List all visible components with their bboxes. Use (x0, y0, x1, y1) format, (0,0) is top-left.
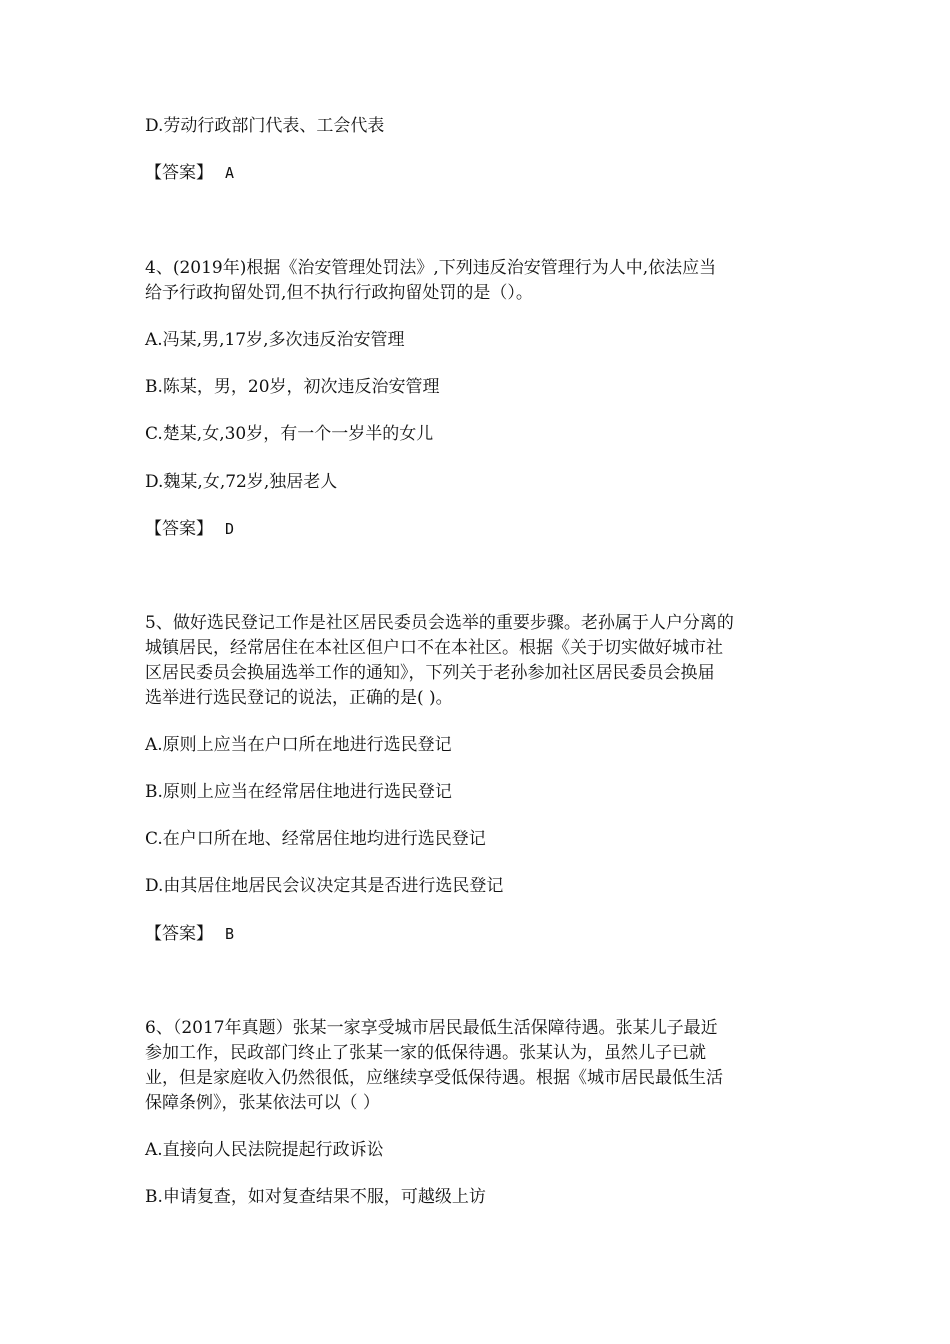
q4-stem-line-1: 4、(2019年)根据《治安管理处罚法》,下列违反治安管理行为人中,依法应当 (145, 258, 717, 278)
q4-option-b: B.陈某，男，20岁，初次违反治安管理 (145, 377, 440, 397)
q3-answer (145, 161, 234, 185)
answer-value: B (225, 925, 235, 943)
answer-label: 【答案】 (145, 163, 213, 183)
q5-stem-line-2: 城镇居民，经常居住在本社区但户口不在本社区。根据《关于切实做好城市社 (145, 638, 723, 658)
q5-option-b: B.原则上应当在经常居住地进行选民登记 (145, 782, 452, 802)
q5-answer (145, 922, 234, 946)
q5-option-a: A.原则上应当在户口所在地进行选民登记 (145, 735, 452, 755)
q5-option-d: D.由其居住地居民会议决定其是否进行选民登记 (145, 876, 504, 896)
q6-option-b: B.申请复查，如对复查结果不服，可越级上访 (145, 1187, 486, 1207)
q4-stem-line-2: 给予行政拘留处罚,但不执行行政拘留处罚的是（）。 (145, 283, 533, 303)
q6-stem-line-1: 6、（2017年真题）张某一家享受城市居民最低生活保障待遇。张某儿子最近 (145, 1018, 718, 1038)
q5-stem-line-1: 5、做好选民登记工作是社区居民委员会选举的重要步骤。老孙属于人户分离的 (145, 613, 734, 633)
q4-option-a: A.冯某,男,17岁,多次违反治安管理 (145, 330, 405, 350)
answer-value: A (225, 164, 235, 182)
q3-option-d: D.劳动行政部门代表、工会代表 (145, 116, 385, 136)
q5-stem-line-4: 选举进行选民登记的说法，正确的是( )。 (145, 688, 453, 708)
q6-option-a: A.直接向人民法院提起行政诉讼 (145, 1140, 384, 1160)
q6-stem-line-3: 业，但是家庭收入仍然很低，应继续享受低保待遇。根据《城市居民最低生活 (145, 1068, 723, 1088)
q6-stem-line-2: 参加工作，民政部门终止了张某一家的低保待遇。张某认为，虽然儿子已就 (145, 1043, 706, 1063)
q6-stem-line-4: 保障条例》，张某依法可以（ ） (145, 1093, 380, 1113)
q4-option-d: D.魏某,女,72岁,独居老人 (145, 472, 338, 492)
q4-answer (145, 517, 234, 541)
answer-value: D (225, 520, 235, 538)
answer-label: 【答案】 (145, 924, 213, 944)
q4-option-c: C.楚某,女,30岁，有一个一岁半的女儿 (145, 424, 434, 444)
answer-label: 【答案】 (145, 519, 213, 539)
q5-option-c: C.在户口所在地、经常居住地均进行选民登记 (145, 829, 486, 849)
q5-stem-line-3: 区居民委员会换届选举工作的通知》，下列关于老孙参加社区居民委员会换届 (145, 663, 715, 683)
